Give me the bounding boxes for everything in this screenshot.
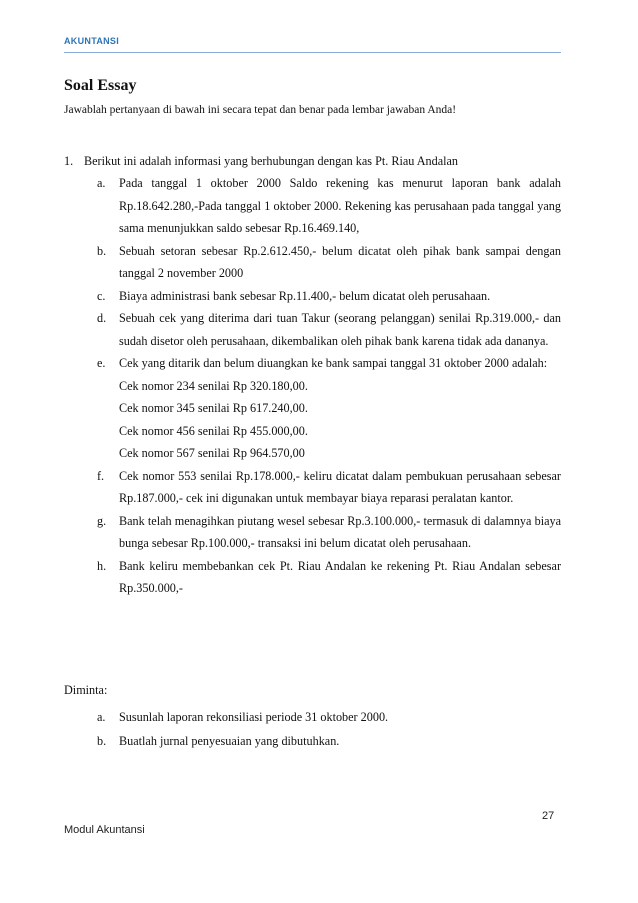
item-marker: h.	[97, 558, 107, 573]
header-divider	[64, 52, 561, 53]
check-line: Cek nomor 345 senilai Rp 617.240,00.	[119, 401, 308, 415]
item-text: Buatlah jurnal penyesuaian yang dibutuhkan.	[119, 734, 340, 748]
diminta-list	[64, 705, 561, 753]
item-text: Biaya administrasi bank sebesar Rp.11.400,- belum dicatat oleh perusahaan.	[119, 288, 491, 303]
item-marker: e.	[97, 356, 106, 370]
item-marker: b.	[97, 734, 107, 748]
check-line: Cek nomor 567 senilai Rp 964.570,00	[119, 446, 305, 460]
item-text: Cek nomor 553 senilai Rp.178.000,- keliru dicatat dalam pembukuan perusahaan sebesar Rp.187.000,- cek ini digunakan untuk membayar biaya reparasi peralatan kantor.	[119, 468, 561, 505]
list-item-a	[64, 172, 561, 240]
footer-text: Modul Akuntansi	[64, 824, 145, 836]
diminta-item-a	[64, 705, 561, 729]
question-number: 1.	[64, 154, 74, 168]
list-item-g	[64, 510, 561, 555]
check-line: Cek nomor 456 senilai Rp 455.000,00.	[119, 423, 308, 438]
item-marker: f.	[97, 468, 105, 483]
item-marker: a.	[97, 176, 106, 190]
list-item-c	[64, 285, 561, 308]
list-item-d	[64, 307, 561, 352]
item-marker: c.	[97, 288, 106, 303]
section-title: Soal Essay	[64, 77, 137, 94]
item-text: Bank keliru membebankan cek Pt. Riau Andalan ke rekening Pt. Riau Andalan sebesar Rp.350.000,-	[119, 558, 561, 595]
item-text: Susunlah laporan rekonsiliasi periode 31 oktober 2000.	[119, 710, 389, 724]
question-1-intro	[64, 150, 561, 172]
check-line: Cek nomor 234 senilai Rp 320.180,00.	[119, 378, 308, 393]
page-number: 27	[542, 810, 555, 822]
item-marker: a.	[97, 710, 106, 724]
item-text: Bank telah menagihkan piutang wesel sebesar Rp.3.100.000,- termasuk di dalamnya biaya bunga sebesar Rp.100.000,- transaksi ini belum dicatat oleh perusahaan.	[119, 513, 561, 550]
list-item-b	[64, 240, 561, 285]
diminta-label: Diminta:	[64, 683, 108, 697]
list-item-h	[64, 555, 561, 600]
item-text: Sebuah setoran sebesar Rp.2.612.450,- belum dicatat oleh pihak bank sampai dengan tanggal 2 november 2000	[119, 243, 561, 280]
item-marker: g.	[97, 513, 107, 528]
item-marker: d.	[97, 311, 107, 325]
list-item-e	[64, 352, 561, 465]
list-item-f	[64, 465, 561, 510]
instruction-text: Jawablah pertanyaan di bawah ini secara tepat dan benar pada lembar jawaban Anda!	[64, 104, 457, 116]
item-marker: b.	[97, 243, 107, 258]
item-text: Pada tanggal 1 oktober 2000 Saldo rekening kas menurut laporan bank adalah Rp.18.642.280,-Pada tanggal 1 oktober 2000. Rekening kas perusahaan pada tanggal yang sama menunjukkan saldo sebesar Rp.16.469.140,	[119, 176, 561, 235]
running-header: AKUNTANSI	[64, 36, 120, 46]
item-text: Cek yang ditarik dan belum diuangkan ke bank sampai tanggal 31 oktober 2000 adalah:	[119, 356, 548, 370]
question-intro-text: Berikut ini adalah informasi yang berhubungan dengan kas Pt. Riau Andalan	[84, 154, 459, 168]
item-text: Sebuah cek yang diterima dari tuan Takur (seorang pelanggan) senilai Rp.319.000,- dan sudah disetor oleh perusahaan, dikembalikan oleh pihak bank karena tidak ada dananya.	[119, 311, 561, 348]
question-1	[64, 150, 561, 600]
diminta-item-b	[64, 729, 561, 753]
